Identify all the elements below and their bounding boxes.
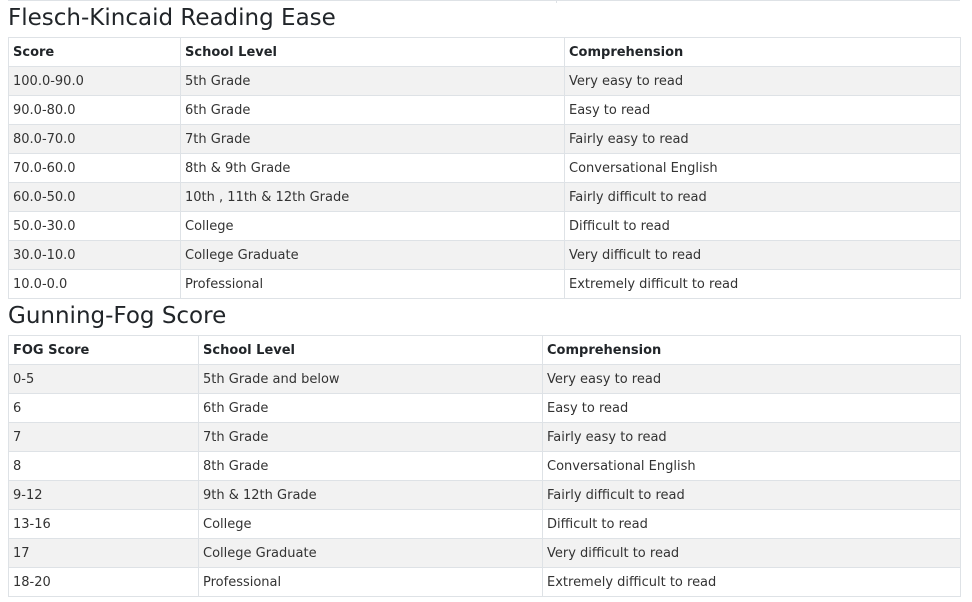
school-level-cell: 6th Grade: [199, 394, 543, 423]
flesch-table: [8, 37, 961, 299]
score-cell: 50.0-30.0: [9, 212, 181, 241]
comprehension-cell: Very difficult to read: [543, 539, 961, 568]
table-row: [9, 568, 961, 597]
comprehension-cell: Very easy to read: [565, 67, 961, 96]
score-cell: 90.0-80.0: [9, 96, 181, 125]
fog-score-cell: 7: [9, 423, 199, 452]
table-row: [9, 394, 961, 423]
school-level-cell: 6th Grade: [181, 96, 565, 125]
school-level-cell: 7th Grade: [181, 125, 565, 154]
fog-section: [8, 299, 960, 597]
comprehension-cell: Conversational English: [565, 154, 961, 183]
school-level-cell: Professional: [181, 270, 565, 299]
table-row: [9, 125, 961, 154]
comprehension-cell: Difficult to read: [565, 212, 961, 241]
school-level-cell: Professional: [199, 568, 543, 597]
fog-score-cell: 8: [9, 452, 199, 481]
score-cell: 30.0-10.0: [9, 241, 181, 270]
school-level-cell: 5th Grade: [181, 67, 565, 96]
table-row: [9, 365, 961, 394]
fog-score-cell: 0-5: [9, 365, 199, 394]
score-cell: 100.0-90.0: [9, 67, 181, 96]
table-row: [9, 96, 961, 125]
comprehension-cell: Extremely difficult to read: [543, 568, 961, 597]
comprehension-cell: Extremely difficult to read: [565, 270, 961, 299]
fog-title: Gunning-Fog Score: [8, 303, 227, 329]
table-row: [9, 423, 961, 452]
school-level-cell: 5th Grade and below: [199, 365, 543, 394]
school-level-cell: 8th & 9th Grade: [181, 154, 565, 183]
flesch-title: Flesch-Kincaid Reading Ease: [8, 5, 336, 31]
table-row: [9, 539, 961, 568]
school-level-cell: 10th , 11th & 12th Grade: [181, 183, 565, 212]
comprehension-cell: Difficult to read: [543, 510, 961, 539]
school-level-cell: College Graduate: [181, 241, 565, 270]
fog-header-school-level: School Level: [199, 336, 543, 365]
fog-score-cell: 18-20: [9, 568, 199, 597]
score-cell: 70.0-60.0: [9, 154, 181, 183]
school-level-cell: College: [199, 510, 543, 539]
fog-score-cell: 9-12: [9, 481, 199, 510]
score-cell: 60.0-50.0: [9, 183, 181, 212]
flesch-header-row: [9, 38, 961, 67]
fog-score-cell: 13-16: [9, 510, 199, 539]
fog-header-score: FOG Score: [9, 336, 199, 365]
school-level-cell: 9th & 12th Grade: [199, 481, 543, 510]
flesch-section: [8, 1, 960, 299]
comprehension-cell: Fairly easy to read: [543, 423, 961, 452]
flesch-header-score: Score: [9, 38, 181, 67]
table-row: [9, 452, 961, 481]
fog-table: [8, 335, 961, 597]
fog-score-cell: 17: [9, 539, 199, 568]
score-cell: 10.0-0.0: [9, 270, 181, 299]
flesch-header-comprehension: Comprehension: [565, 38, 961, 67]
school-level-cell: 7th Grade: [199, 423, 543, 452]
flesch-header-school-level: School Level: [181, 38, 565, 67]
table-row: [9, 481, 961, 510]
table-row: [9, 183, 961, 212]
table-row: [9, 510, 961, 539]
score-cell: 80.0-70.0: [9, 125, 181, 154]
fog-header-comprehension: Comprehension: [543, 336, 961, 365]
fog-score-cell: 6: [9, 394, 199, 423]
comprehension-cell: Very easy to read: [543, 365, 961, 394]
comprehension-cell: Very difficult to read: [565, 241, 961, 270]
table-row: [9, 212, 961, 241]
comprehension-cell: Fairly difficult to read: [543, 481, 961, 510]
fog-header-row: [9, 336, 961, 365]
table-row: [9, 241, 961, 270]
school-level-cell: College Graduate: [199, 539, 543, 568]
comprehension-cell: Fairly easy to read: [565, 125, 961, 154]
table-row: [9, 270, 961, 299]
comprehension-cell: Conversational English: [543, 452, 961, 481]
school-level-cell: 8th Grade: [199, 452, 543, 481]
comprehension-cell: Fairly difficult to read: [565, 183, 961, 212]
table-row: [9, 154, 961, 183]
table-row: [9, 67, 961, 96]
comprehension-cell: Easy to read: [543, 394, 961, 423]
school-level-cell: College: [181, 212, 565, 241]
comprehension-cell: Easy to read: [565, 96, 961, 125]
